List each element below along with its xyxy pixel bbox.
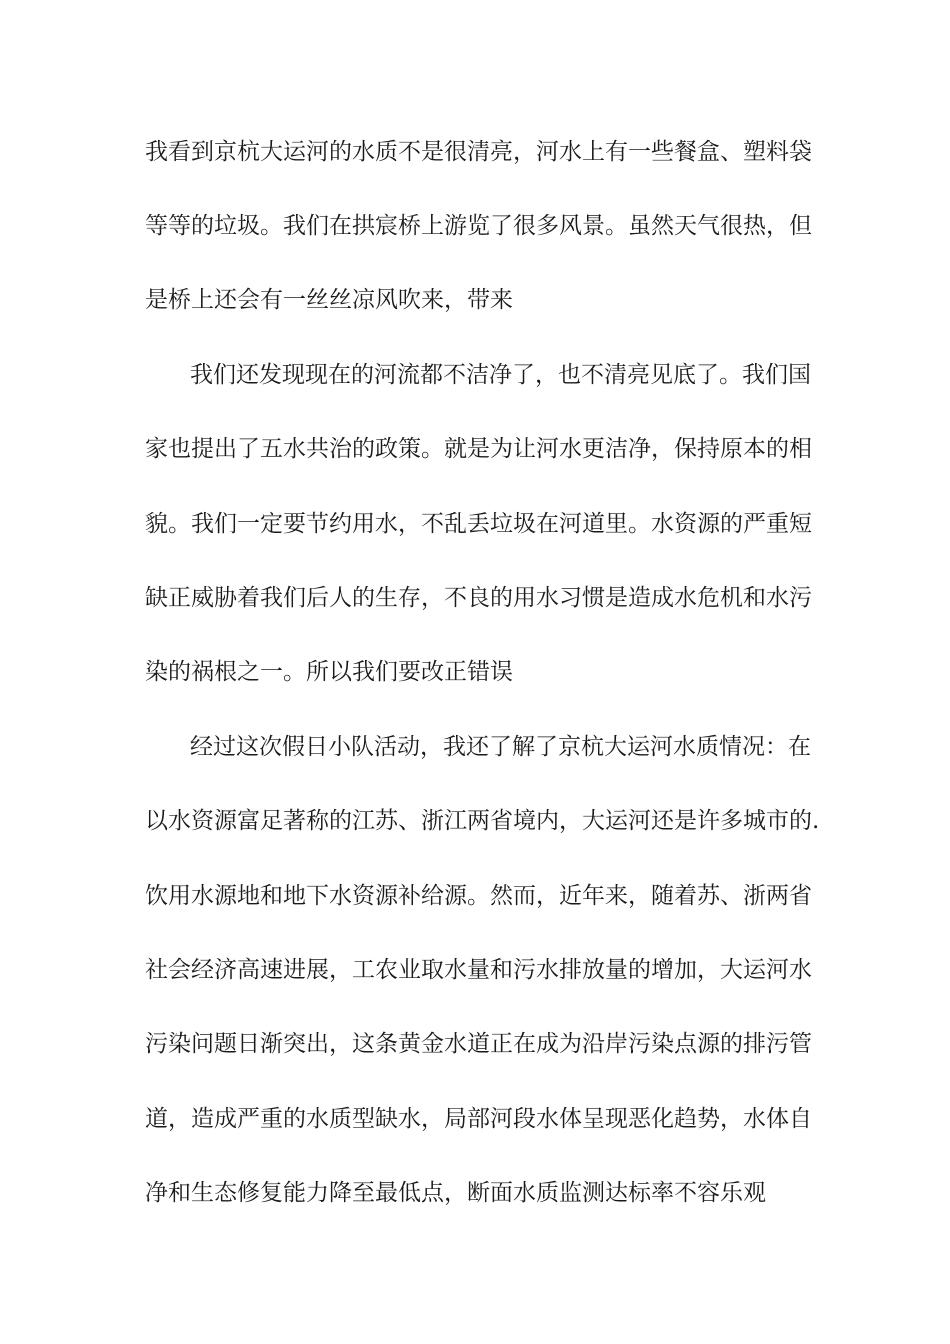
paragraph-1-line-1: 我看到京杭大运河的水质不是很清亮，河水上有一些餐盒、塑料袋: [145, 139, 812, 165]
paragraph-1-line-2: 等等的垃圾。我们在拱宸桥上游览了很多风景。虽然天气很热，但: [145, 213, 812, 239]
paragraph-2-line-5: 染的祸根之一。所以我们要改正错误: [145, 659, 513, 685]
paragraph-3-line-7: 净和生态修复能力降至最低点，断面水质监测达标率不容乐观: [145, 1180, 766, 1206]
paragraph-2-line-1: 我们还发现现在的河流都不洁净了，也不清亮见底了。我们国: [190, 362, 811, 388]
paragraph-3-line-3: 饮用水源地和地下水资源补给源。然而，近年来，随着苏、浙两省: [145, 883, 812, 909]
paragraph-3-line-2: 以水资源富足著称的江苏、浙江两省境内，大运河还是许多城市的.: [145, 808, 820, 834]
paragraph-3-line-1: 经过这次假日小队活动，我还了解了京杭大运河水质情况：在: [190, 734, 811, 760]
paragraph-2-line-2: 家也提出了五水共治的政策。就是为让河水更洁净，保持原本的相: [145, 436, 812, 462]
paragraph-2-line-3: 貌。我们一定要节约用水，不乱丢垃圾在河道里。水资源的严重短: [145, 511, 812, 537]
paragraph-1-line-3: 是桥上还会有一丝丝凉风吹来，带来: [145, 287, 513, 313]
paragraph-3-line-4: 社会经济高速进展，工农业取水量和污水排放量的增加，大运河水: [145, 957, 812, 983]
paragraph-2-line-4: 缺正威胁着我们后人的生存，不良的用水习惯是造成水危机和水污: [145, 585, 812, 611]
paragraph-3-line-6: 道，造成严重的水质型缺水，局部河段水体呈现恶化趋势，水体自: [145, 1106, 812, 1132]
paragraph-3-line-5: 污染问题日渐突出，这条黄金水道正在成为沿岸污染点源的排污管: [145, 1031, 812, 1057]
